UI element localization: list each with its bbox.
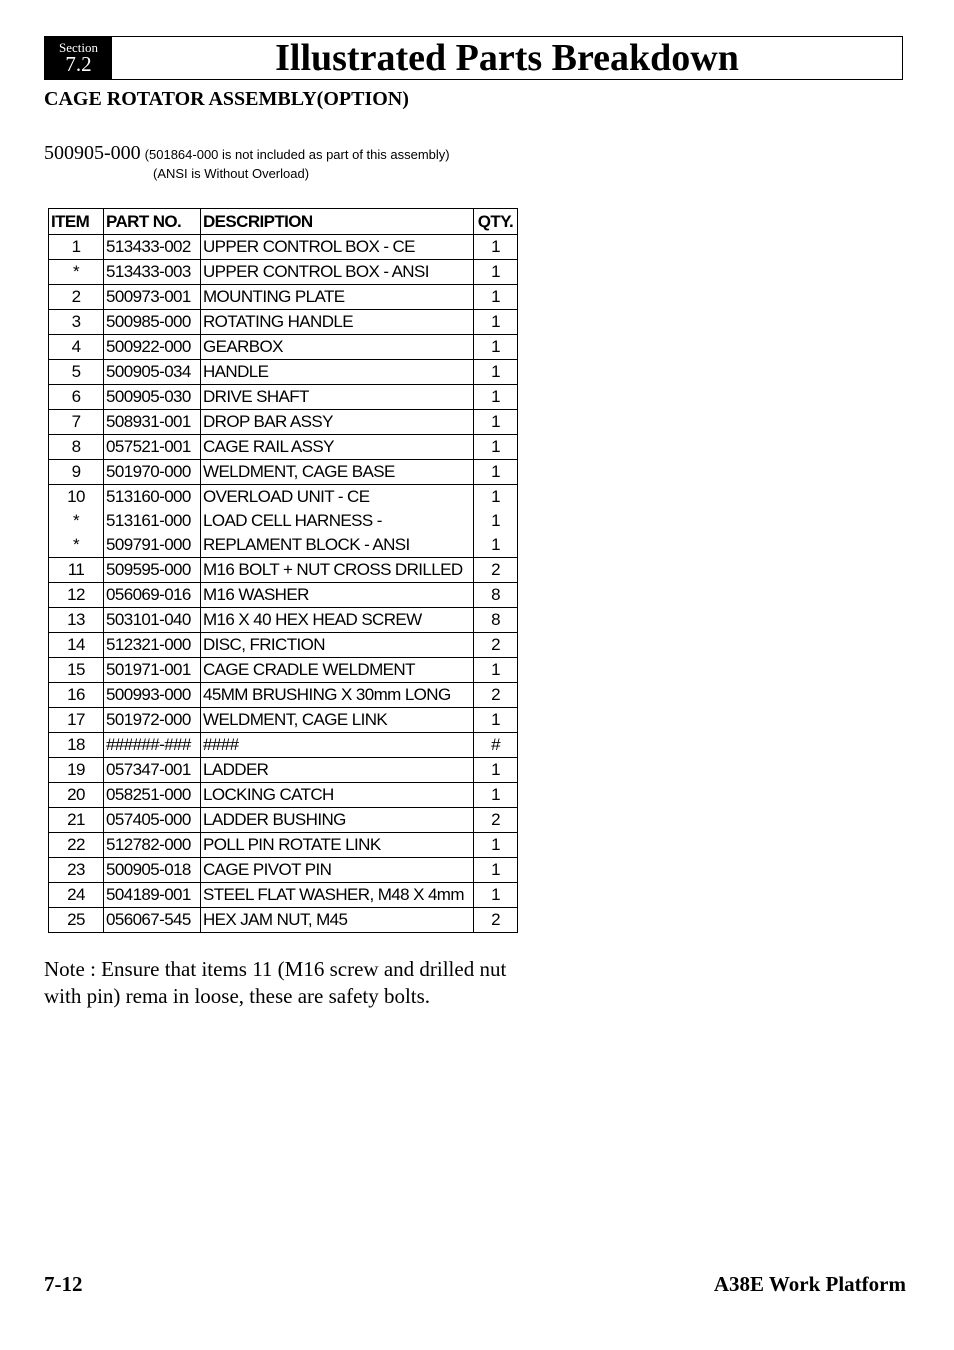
assembly-note-ansi: (ANSI is Without Overload) [153, 166, 310, 181]
part-number-cell: 500905-018 [104, 858, 201, 883]
description-cell: ROTATING HANDLE [201, 310, 474, 335]
item-cell: 22 [49, 833, 104, 858]
part-number-cell: 501971-001 [104, 658, 201, 683]
table-row [49, 310, 518, 335]
table-row [49, 533, 518, 558]
item-cell: 1 [49, 235, 104, 260]
item-cell: 11 [49, 558, 104, 583]
description-cell: WELDMENT, CAGE BASE [201, 460, 474, 485]
qty-cell: 1 [474, 533, 518, 558]
qty-cell: 1 [474, 260, 518, 285]
table-row [49, 683, 518, 708]
table-row [49, 360, 518, 385]
table-row [49, 410, 518, 435]
qty-cell: 8 [474, 583, 518, 608]
table-row [49, 858, 518, 883]
description-cell: HANDLE [201, 360, 474, 385]
part-number-cell: 501972-000 [104, 708, 201, 733]
page-header [44, 36, 903, 80]
item-cell: 9 [49, 460, 104, 485]
assembly-number: 500905-000 [44, 142, 141, 164]
description-cell: UPPER CONTROL BOX - CE [201, 235, 474, 260]
item-cell: 24 [49, 883, 104, 908]
part-number-cell: 500905-030 [104, 385, 201, 410]
qty-cell: 1 [474, 435, 518, 460]
table-row [49, 460, 518, 485]
part-number-cell: 513433-002 [104, 235, 201, 260]
qty-cell: 1 [474, 360, 518, 385]
table-row [49, 335, 518, 360]
description-cell: LOCKING CATCH [201, 783, 474, 808]
item-cell: 2 [49, 285, 104, 310]
qty-cell: 2 [474, 558, 518, 583]
parts-table-body [49, 235, 518, 933]
description-cell: GEARBOX [201, 335, 474, 360]
part-number-cell: 500993-000 [104, 683, 201, 708]
qty-cell: 2 [474, 808, 518, 833]
description-cell: OVERLOAD UNIT - CE [201, 485, 474, 510]
item-cell: 12 [49, 583, 104, 608]
description-cell: 45MM BRUSHING X 30mm LONG [201, 683, 474, 708]
item-cell: * [49, 509, 104, 533]
part-number-cell: 500905-034 [104, 360, 201, 385]
header-part-no: PART NO. [104, 209, 201, 235]
item-cell: 5 [49, 360, 104, 385]
description-cell: UPPER CONTROL BOX - ANSI [201, 260, 474, 285]
part-number-cell: 056069-016 [104, 583, 201, 608]
item-cell: 7 [49, 410, 104, 435]
qty-cell: 1 [474, 758, 518, 783]
part-number-cell: 058251-000 [104, 783, 201, 808]
table-row [49, 833, 518, 858]
qty-cell: 1 [474, 235, 518, 260]
item-cell: 17 [49, 708, 104, 733]
description-cell: LADDER BUSHING [201, 808, 474, 833]
item-cell: 14 [49, 633, 104, 658]
description-cell: M16 X 40 HEX HEAD SCREW [201, 608, 474, 633]
item-cell: 4 [49, 335, 104, 360]
parts-table [48, 208, 518, 933]
part-number-cell: 509595-000 [104, 558, 201, 583]
part-number-cell: 508931-001 [104, 410, 201, 435]
qty-cell: 1 [474, 708, 518, 733]
table-row [49, 783, 518, 808]
part-number-cell: 500973-001 [104, 285, 201, 310]
assembly-number-line [44, 142, 450, 165]
qty-cell: 1 [474, 509, 518, 533]
qty-cell: 8 [474, 608, 518, 633]
qty-cell: 1 [474, 335, 518, 360]
item-cell: 19 [49, 758, 104, 783]
product-name: A38E Work Platform [713, 1272, 906, 1296]
qty-cell: 1 [474, 310, 518, 335]
qty-cell: # [474, 733, 518, 758]
table-row [49, 758, 518, 783]
table-row [49, 235, 518, 260]
part-number-cell: 509791-000 [104, 533, 201, 558]
table-row [49, 558, 518, 583]
part-number-cell: 501970-000 [104, 460, 201, 485]
item-cell: 8 [49, 435, 104, 460]
description-cell: DROP BAR ASSY [201, 410, 474, 435]
item-cell: 16 [49, 683, 104, 708]
item-cell: 18 [49, 733, 104, 758]
table-row [49, 583, 518, 608]
section-label: Section [59, 40, 98, 55]
description-cell: DRIVE SHAFT [201, 385, 474, 410]
description-cell: #### [201, 733, 474, 758]
item-cell: 13 [49, 608, 104, 633]
assembly-note: (501864-000 is not included as part of this assembly) [144, 147, 450, 162]
item-cell: * [49, 260, 104, 285]
part-number-cell: 512782-000 [104, 833, 201, 858]
table-row [49, 608, 518, 633]
table-row [49, 808, 518, 833]
table-header-row [49, 209, 518, 235]
part-number-cell: 503101-040 [104, 608, 201, 633]
description-cell: POLL PIN ROTATE LINK [201, 833, 474, 858]
item-cell: 6 [49, 385, 104, 410]
part-number-cell: 500985-000 [104, 310, 201, 335]
qty-cell: 1 [474, 783, 518, 808]
qty-cell: 2 [474, 908, 518, 933]
section-tab [45, 37, 112, 79]
part-number-cell: ######-### [104, 733, 201, 758]
qty-cell: 1 [474, 833, 518, 858]
qty-cell: 1 [474, 460, 518, 485]
description-cell: LADDER [201, 758, 474, 783]
description-cell: CAGE PIVOT PIN [201, 858, 474, 883]
part-number-cell: 500922-000 [104, 335, 201, 360]
description-cell: M16 BOLT + NUT CROSS DRILLED [201, 558, 474, 583]
item-cell: 20 [49, 783, 104, 808]
part-number-cell: 057405-000 [104, 808, 201, 833]
part-number-cell: 057521-001 [104, 435, 201, 460]
qty-cell: 2 [474, 683, 518, 708]
item-cell: 21 [49, 808, 104, 833]
part-number-cell: 056067-545 [104, 908, 201, 933]
header-description: DESCRIPTION [201, 209, 474, 235]
page-title: Illustrated Parts Breakdown [275, 37, 739, 79]
description-cell: REPLAMENT BLOCK - ANSI [201, 533, 474, 558]
header-qty: QTY. [474, 209, 518, 235]
description-cell: WELDMENT, CAGE LINK [201, 708, 474, 733]
description-cell: CAGE RAIL ASSY [201, 435, 474, 460]
assembly-title: CAGE ROTATOR ASSEMBLY(OPTION) [44, 88, 409, 110]
table-row [49, 883, 518, 908]
table-row [49, 658, 518, 683]
description-cell: LOAD CELL HARNESS - [201, 509, 474, 533]
part-number-cell: 513433-003 [104, 260, 201, 285]
table-row [49, 485, 518, 510]
section-number: 7.2 [65, 52, 92, 76]
table-row [49, 733, 518, 758]
part-number-cell: 504189-001 [104, 883, 201, 908]
qty-cell: 1 [474, 485, 518, 510]
item-cell: 25 [49, 908, 104, 933]
table-row [49, 908, 518, 933]
page-number: 7-12 [44, 1272, 83, 1296]
qty-cell: 1 [474, 858, 518, 883]
item-cell: 23 [49, 858, 104, 883]
table-row [49, 385, 518, 410]
qty-cell: 2 [474, 633, 518, 658]
table-row [49, 435, 518, 460]
description-cell: DISC, FRICTION [201, 633, 474, 658]
qty-cell: 1 [474, 883, 518, 908]
safety-note: Note : Ensure that items 11 (M16 screw and drilled nut with pin) rema in loose, these are safety bolts. [44, 957, 507, 1008]
table-row [49, 708, 518, 733]
item-cell: * [49, 533, 104, 558]
qty-cell: 1 [474, 385, 518, 410]
item-cell: 15 [49, 658, 104, 683]
description-cell: CAGE CRADLE WELDMENT [201, 658, 474, 683]
part-number-cell: 512321-000 [104, 633, 201, 658]
description-cell: HEX JAM NUT, M45 [201, 908, 474, 933]
qty-cell: 1 [474, 658, 518, 683]
table-row [49, 633, 518, 658]
header-item: ITEM [49, 209, 104, 235]
description-cell: STEEL FLAT WASHER, M48 X 4mm [201, 883, 474, 908]
table-row [49, 260, 518, 285]
part-number-cell: 513160-000 [104, 485, 201, 510]
description-cell: M16 WASHER [201, 583, 474, 608]
part-number-cell: 513161-000 [104, 509, 201, 533]
qty-cell: 1 [474, 410, 518, 435]
table-row [49, 285, 518, 310]
part-number-cell: 057347-001 [104, 758, 201, 783]
table-row [49, 509, 518, 533]
qty-cell: 1 [474, 285, 518, 310]
description-cell: MOUNTING PLATE [201, 285, 474, 310]
item-cell: 3 [49, 310, 104, 335]
item-cell: 10 [49, 485, 104, 510]
